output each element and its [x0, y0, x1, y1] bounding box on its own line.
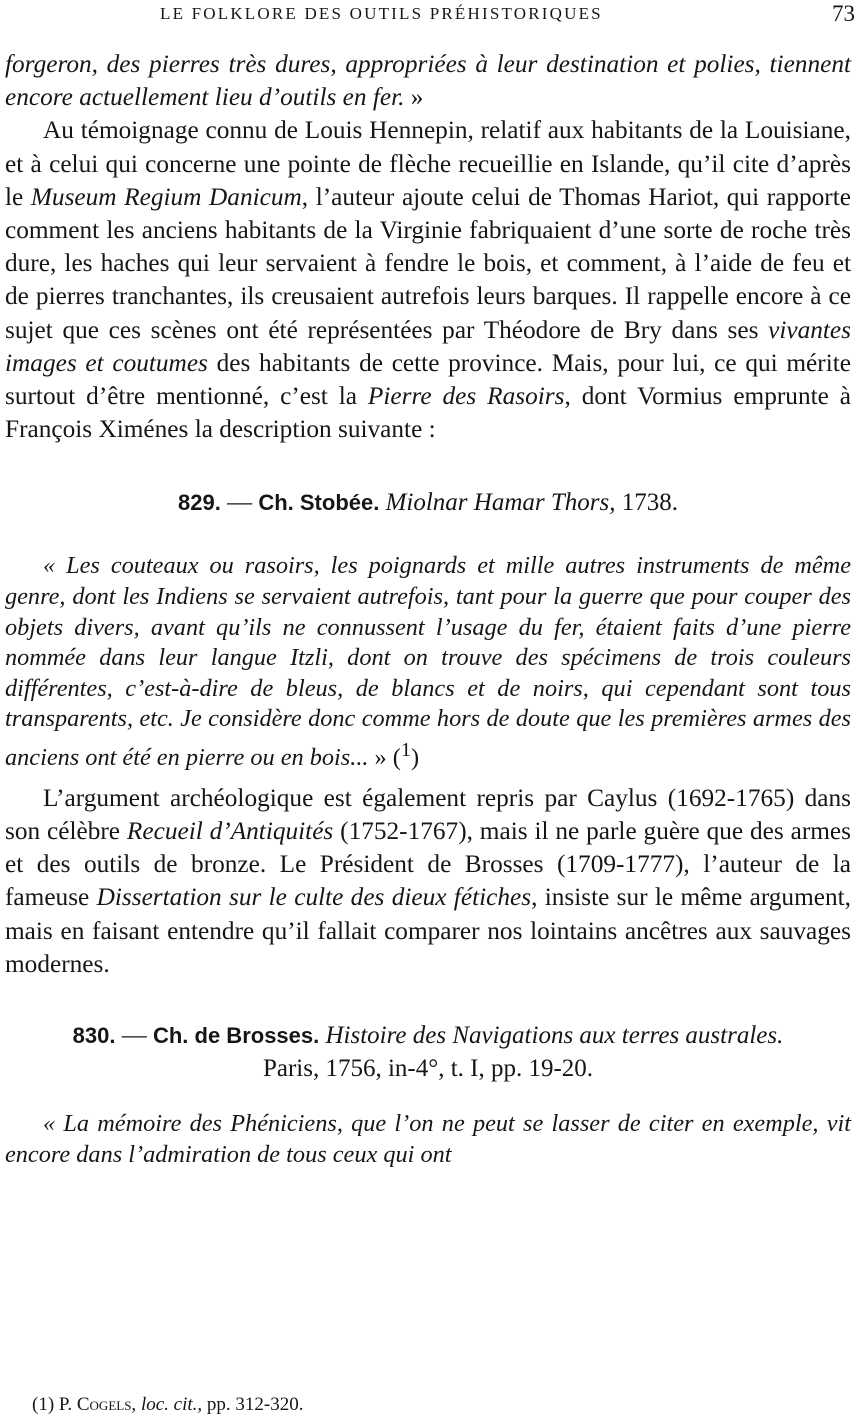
entry-829-year: 1738. — [615, 489, 678, 517]
quote-829-close-2: ) — [410, 744, 420, 772]
running-head: LE FOLKLORE DES OUTILS PRÉHISTORIQUES — [160, 4, 603, 23]
caylus-text-1: L’argument archéologique est également repris par Caylus (1692-1765) dans son célèbre — [5, 783, 851, 845]
footnote-author: P. Cogels, — [58, 1394, 137, 1415]
entry-830-line-1 — [5, 1019, 851, 1052]
entry-830-publication: Paris, 1756, in-4°, t. I, pp. 19-20. — [262, 1054, 594, 1082]
hennepin-text-1: Au témoignage connu de Louis Hennepin, relatif aux habitants de la Louisiane, et à celui qui concerne une pointe de flèche recueillie en Islande, qu’il cite d’après le — [5, 116, 851, 211]
page-number: 73 — [832, 1, 855, 26]
intro-italic: forgeron, des pierres très dures, appropriées à leur destination et polies, tiennent encore actuellement lieu d’outils en fer. — [5, 50, 851, 112]
caylus-text-2: (1752-1767), mais il ne parle guère que des armes et des outils de bronze. Le Président de Brosses (1709-1777), l’auteur de la fameuse — [5, 816, 851, 912]
entry-830-dash: — — [115, 1021, 153, 1049]
quote-829 — [5, 551, 851, 773]
footnote-ref: loc. cit., — [136, 1394, 203, 1415]
caylus-italic-2: Dissertation sur le culte des dieux fétiches — [96, 883, 532, 912]
entry-829-dash: — — [220, 489, 259, 517]
hennepin-text-3: des habitants de cette province. Mais, pour lui, ce qui mérite surtout d’être mentionné, c’est la — [5, 348, 851, 411]
footnote — [32, 1394, 303, 1416]
quote-829-note: 1 — [400, 739, 411, 761]
entry-829-author: Ch. Stobée. — [258, 490, 380, 516]
quote-829-text: « Les couteaux ou rasoirs, les poignards et mille autres instruments de même genre, dont les Indiens se servaient autrefois, tant pour la guerre que pour couper des objets divers, avant qu’ils ne connussent l’usage du fer, étaient faits d’une pierre nommée dans leur langue Itzli, dont on trouve des spécimens de trois couleurs différentes, c’est-à-dire de bleus, de blancs et de noirs, qui cependant sont tous transparents, etc. Je considère donc comme hors de doute que les premières armes des anciens ont été en pierre ou en bois... — [5, 552, 851, 772]
hennepin-italic-3: Pierre des Rasoirs — [367, 382, 565, 411]
caylus-italic-1: Recueil d’Antiquités — [126, 816, 334, 845]
entry-830-title: Histoire des Navigations aux terres australes. — [325, 1021, 784, 1049]
entry-829 — [5, 486, 851, 519]
intro-close: » — [404, 83, 424, 112]
hennepin-italic-2: vivantes images et coutumes — [5, 315, 851, 377]
intro-paragraph — [5, 48, 851, 114]
hennepin-text-4: , dont Vormius emprunte à François Ximénes la description suivante : — [5, 382, 851, 444]
hennepin-italic-1: Museum Regium Danicum — [30, 182, 302, 211]
caylus-text-3: , insiste sur le même argument, mais en faisant entendre qu’il fallait comparer nos lointains ancêtres aux sauvages modernes. — [5, 883, 851, 978]
footnote-pages: pp. 312-320. — [202, 1394, 304, 1415]
hennepin-paragraph — [5, 114, 851, 446]
entry-830-author: Ch. de Brosses. — [152, 1022, 320, 1048]
entry-829-title: Miolnar Hamar Thors, — [385, 489, 616, 517]
entry-830 — [5, 1019, 851, 1085]
page-body — [5, 48, 851, 1170]
hennepin-text-2: , l’auteur ajoute celui de Thomas Hariot, qui rapporte comment les anciens habitants de la Virginie fabriquaient d’une sorte de roche très dure, les haches qui leur servaient à fendre le bois, et comment, à l’aide de feu et de pierres tranchantes, ils creusaient autrefois leurs barques. Il rappelle encore à ce sujet que ces scènes ont été représentées par Théodore de Bry dans ses — [5, 182, 851, 344]
caylus-paragraph — [5, 782, 851, 981]
entry-830-number: 830. — [72, 1022, 116, 1048]
quote-829-close: » ( — [368, 744, 401, 772]
page-header — [0, 1, 863, 31]
quote-830-text: « La mémoire des Phéniciens, que l’on ne peut se lasser de citer en exemple, vit encore dans l’admiration de tous ceux qui ont — [5, 1109, 851, 1168]
quote-830 — [5, 1109, 851, 1170]
entry-829-number: 829. — [178, 490, 221, 516]
footnote-mark: (1) — [32, 1394, 59, 1415]
